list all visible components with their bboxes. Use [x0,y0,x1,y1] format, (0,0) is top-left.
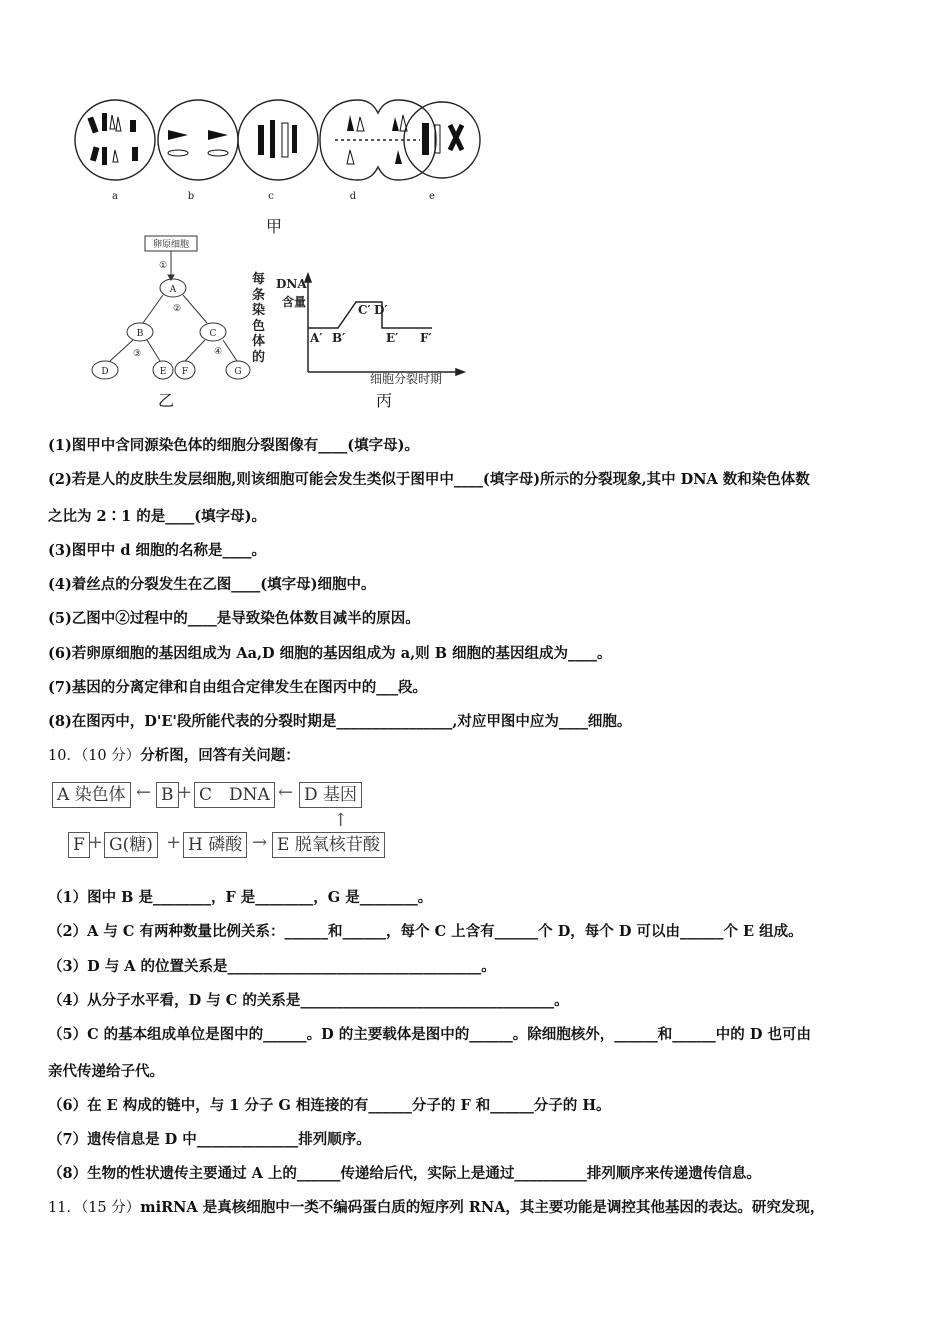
box-E: E 脱氧核苷酸 [272,832,385,858]
node-C: C [209,329,217,339]
box-H: H 磷酸 [183,832,247,858]
figure-yi-caption: 乙 [158,391,175,410]
box-G: G(糖) [104,832,158,858]
plus-F-G: + [88,832,104,853]
q9-line-5: (4)着丝点的分裂发生在乙图____(填字母)细胞中。 [48,576,376,593]
q11-line [48,1198,824,1218]
node-D: D [101,367,109,377]
box-F: F [68,832,90,858]
q10-line-3: （3）D 与 A 的位置关系是___________________________________。 [48,958,496,975]
step-label-3: ③ [132,349,142,359]
q9-line-9: (8)在图丙中，D'E'段所能代表的分裂时期是________________,对应甲图中应为____细胞。 [48,713,632,730]
box-C: C DNA [194,782,275,808]
q10-line-4: （4）从分子水平看，D 与 C 的关系是___________________________________。 [48,992,569,1009]
q10-diagram [52,780,397,860]
q10-line-6: 亲代传递给子代。 [48,1063,164,1080]
step-label-2: ② [172,304,182,314]
arrow-H-E: → [252,832,268,853]
cell-label-b: b [187,191,195,202]
figure-bing-caption: 丙 [376,391,393,410]
q10-line-7: （6）在 E 构成的链中，与 1 分子 G 相连接的有______分子的 F 和______分子的 H。 [48,1097,611,1114]
cell-c [238,100,318,180]
q9-line-2: (2)若是人的皮肤生发层细胞,则该细胞可能会发生类似于图甲中____(填字母)所示的分裂现象,其中 DNA 数和染色体数 [48,471,810,488]
q10-line-9: （8）生物的性状遗传主要通过 A 上的______传递给后代，实际上是通过__________排列顺序来传递遗传信息。 [48,1165,761,1182]
point-C: C′ [358,303,371,317]
cell-label-a: a [112,191,118,202]
box-B: B [156,782,179,808]
figure-jia-caption: 甲 [266,217,283,236]
q9-line-8: (7)基因的分离定律和自由组合定律发生在图丙中的___段。 [48,679,428,696]
q9-line-6: (5)乙图中②过程中的____是导致染色体数目减半的原因。 [48,610,420,627]
box-A: A 染色体 [52,782,131,808]
figure-yi-tree [85,233,260,383]
q10-heading [48,746,300,766]
q9-line-1: (1)图甲中含同源染色体的细胞分裂图像有____(填字母)。 [48,437,420,454]
arrow-A-B: ← [136,782,152,803]
cell-label-c: c [268,191,274,202]
q9-line-7: (6)若卵原细胞的基因组成为 Aa,D 细胞的基因组成为 a,则 B 细胞的基因组成为____。 [48,645,612,662]
node-F: F [181,367,189,377]
point-A: A′ [310,331,323,345]
step-label-1: ① [158,261,168,271]
q10-number: 10．（10 分） [48,748,141,764]
ylabel-sub: 含量 [282,295,307,309]
figure-jia-cells [60,95,490,210]
q10-line-1: （1）图中 B 是________，F 是________，G 是________。 [48,889,433,906]
ylabel-dna: DNA [276,277,307,291]
plus-B-C: + [177,782,193,803]
point-B: B′ [332,331,346,345]
q9-line-3: 之比为 2∶1 的是____(填字母)。 [48,508,266,525]
box-D: D 基因 [299,782,362,808]
q11-number: 11．（15 分） [48,1200,141,1216]
cell-b [158,100,238,180]
node-B: B [136,329,144,339]
figure-bing-graph [272,268,472,386]
cell-a [75,100,155,180]
node-E: E [159,367,167,377]
plus-G-H: + [166,832,182,853]
q10-line-8: （7）遗传信息是 D 中______________排列顺序。 [48,1131,371,1148]
xlabel: 细胞分裂时期 [370,372,443,386]
q10-line-5: （5）C 的基本组成单位是图中的______。D 的主要载体是图中的______。除细胞核外，______和______中的 D 也可由 [48,1026,811,1043]
point-D: D′ [374,303,388,317]
cell-label-e: e [429,191,435,202]
node-A: A [169,285,177,295]
q11-text: miRNA 是真核细胞中一类不编码蛋白质的短序列 RNA，其主要功能是调控其他基因的表达。研究发现， [140,1199,825,1216]
cell-label-d: d [349,191,357,202]
point-F: F′ [420,331,432,345]
point-E: E′ [386,331,399,345]
root-label: 卵原细胞 [152,240,190,250]
step-label-4: ④ [213,347,223,357]
arrow-C-D: ← [278,782,294,803]
node-G: G [234,367,242,377]
q9-line-4: (3)图甲中 d 细胞的名称是____。 [48,542,267,559]
arrow-E-D: ↑ [333,810,349,831]
q10-line-2: （2）A 与 C 有两种数量比例关系：______和______，每个 C 上含有______个 D，每个 D 可以由______个 E 组成。 [48,923,803,940]
figure-bing-ylabel-vertical: 每条染色体的 [252,272,266,365]
q10-title: 分析图，回答有关问题： [140,747,300,764]
